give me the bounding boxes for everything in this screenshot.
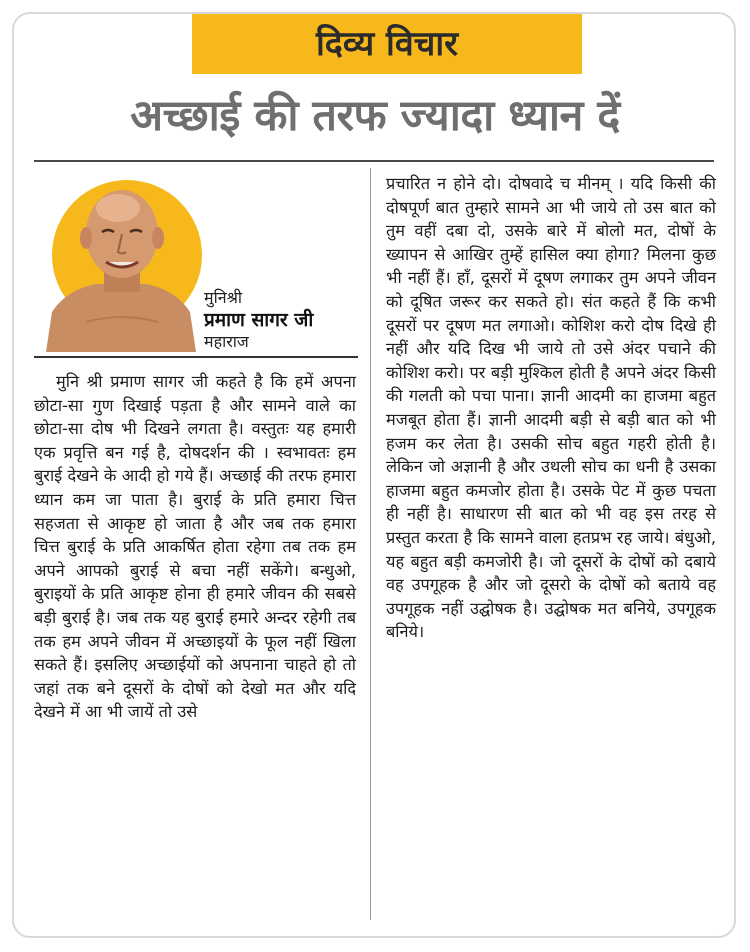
article-body-left bbox=[34, 370, 356, 724]
column-divider bbox=[370, 168, 371, 920]
author-title: महाराज bbox=[204, 332, 249, 351]
headline-divider bbox=[34, 160, 714, 162]
author-block bbox=[204, 288, 364, 352]
author-name: प्रमाण सागर जी bbox=[204, 309, 314, 331]
article-headline: अच्छाई की तरफ ज्यादा ध्यान दें bbox=[130, 91, 620, 141]
body-paragraph-right: प्रचारित न होने दो। दोषवादे च मीनम् । यदि किसी की दोषपूर्ण बात तुम्हारे सामने आ भी जाये तो उस बात को तुम वहीं दबा दो, उसके बारे में बोलो मत, दोषों के ख्यापन से आखिर तुम्हें हासिल क्या होगा? मिलना कुछ भी नहीं हैं। हाँ, दूसरों में दूषण लगाकर तुम अपने जीवन को दूषित जरूर कर सकते हो। संत कहते हैं कि कभी दूसरों पर दूषण मत लगाओ। कोशिश करो दोष दिखे ही नहीं और यदि दिख भी जाये तो उसे अंदर पचाने की कोशिश करो। पर बड़ी मुश्किल होती है अपने अंदर किसी की गलती को पचा पाना। ज्ञानी आदमी का हाजमा बहुत मजबूत होता हैं। ज्ञानी आदमी बड़ी से बड़ी बात को भी हजम कर लेता है। उसकी सोच बहुत गहरी होती है। लेकिन जो अज्ञानी है और उथली सोच का धनी है उसका हाजमा बहुत कमजोर होता है। उसके पेट में कुछ पचता ही नहीं है। साधारण सी बात को भी वह इस तरह से प्रस्तुत करता है कि सामने वाला हतप्रभ रह जाये। बंधुओ, यह बहुत बड़ी कमजोरी है। जो दूसरों के दोषों को दबाये वह उपगूहक है और जो दूसरो के दोषों को बताये वह उपगूहक नहीं उद्घोषक है। उद्घोषक मत बनिये, उपगूहक बनिये। bbox=[386, 174, 716, 642]
author-divider bbox=[34, 356, 358, 358]
body-paragraph-left: मुनि श्री प्रमाण सागर जी कहते है कि हमें अपना छोटा-सा गुण दिखाई पड़ता है और सामने वाले का छोटा-सा दोष भी दिखने लगता है। वस्तुतः यह हमारी एक प्रवृत्ति बन गई है, दोषदर्शन की । स्वभावतः हम बुराई देखने के आदी हो गये हैं। अच्छाई की तरफ हमारा ध्यान कम जा पाता है। बुराई के प्रति हमारा चित्त सहजता से आकृष्ट हो जाता है और जब तक हमारा चित्त बुराई के प्रति आकर्षित होता रहेगा तब तक हम अपने आपको बुराई से बचा नहीं सकेंगे। बन्धुओ, बुराइयों के प्रति आकृष्ट होना ही हमारे जीवन की सबसे बड़ी बुराई है। जब तक यह बुराई हमारे अन्दर रहेगी तब तक हम अपने जीवन में अच्छाइयों के फूल नहीं खिला सकते हैं। इसलिए अच्छाईयों को अपनाना चाहते हो तो जहां तक बने दूसरों के दोषों को देखो मत और यदि देखने में आ भी जायें तो उसे bbox=[34, 372, 356, 722]
section-banner bbox=[192, 14, 582, 74]
author-portrait bbox=[46, 172, 196, 352]
article-body-right bbox=[386, 172, 716, 644]
section-label: दिव्य विचार bbox=[315, 24, 459, 64]
author-role: मुनिश्री bbox=[204, 288, 243, 307]
